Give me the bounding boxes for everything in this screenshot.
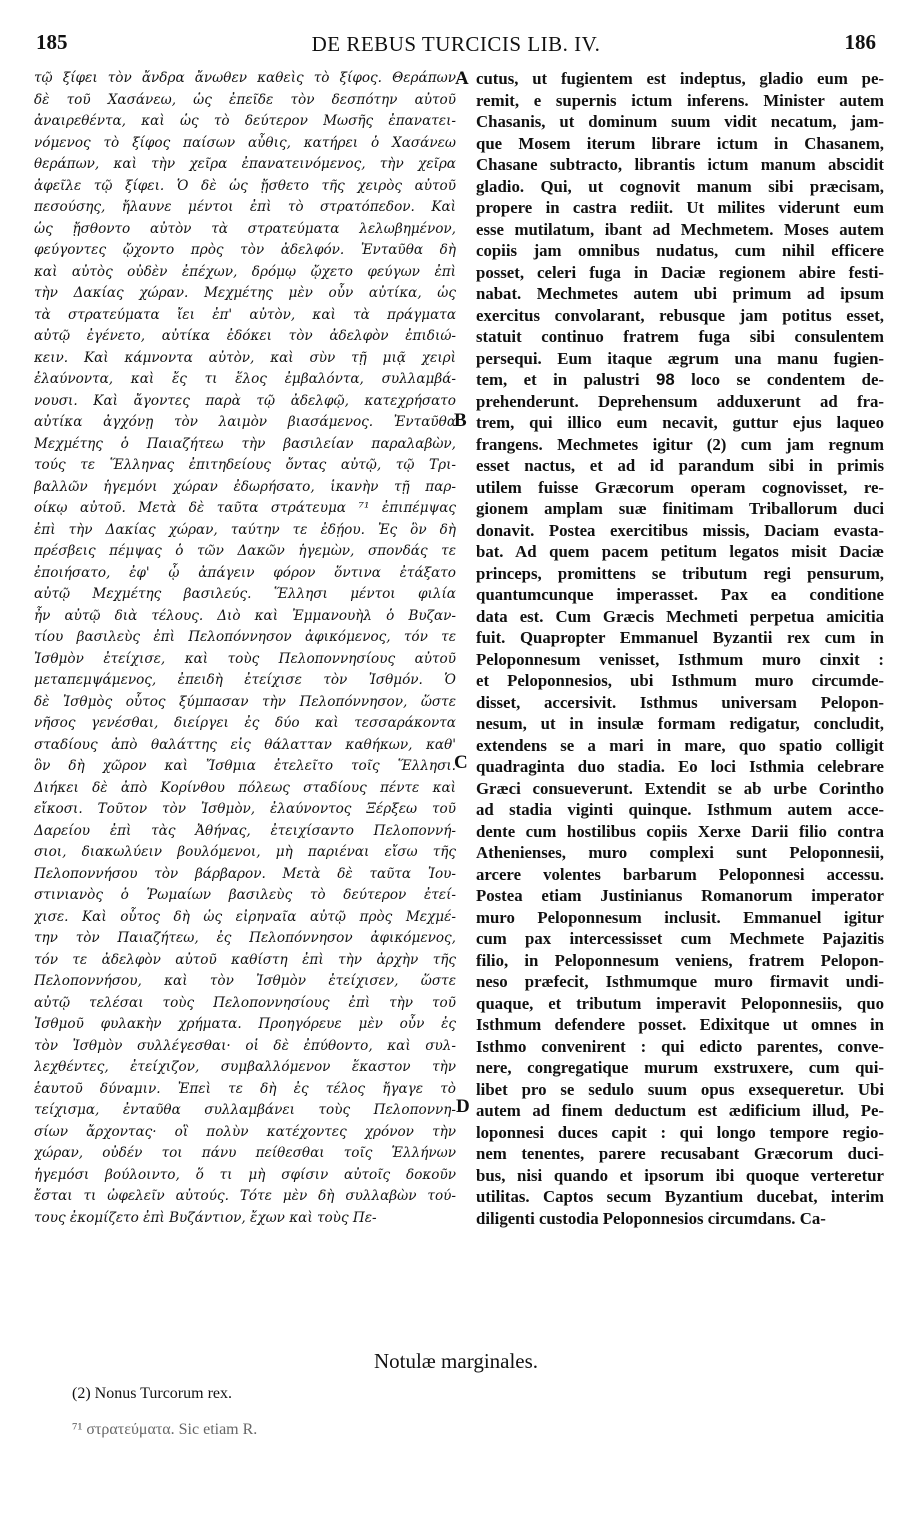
text-line: τὰ στρατεύματα ἴει ἐπ' αὐτὸν, καὶ τὰ πράγματα: [34, 306, 456, 323]
page-number-left: 185: [36, 30, 68, 54]
text-line: καὶ αὐτὸς οὐδὲν ἐπέχων, δρόμῳ ᾤχετο φεύγων ἐπὶ: [34, 263, 456, 280]
text-line: δὲ Ἰσθμὸς οὗτος ξύμπασαν τὴν Πελοπόννησον, ὥστε: [34, 693, 456, 710]
text-line: exercitus convolarant, rebusque jam potitus esset,: [476, 305, 884, 325]
text-line: τους ἐκομίζετο ἐπὶ Βυζάντιον, ἔχων καὶ τοὺς Πε-: [34, 1209, 377, 1226]
text-line: ἡγεμόσι βούλοιντο, ὅ τι μὴ σφίσιν αὐτοῖς δοκοῦν: [34, 1166, 456, 1183]
text-line: νόμενος τὸ ξίφος παίσων αὖθις, κατήρει ὁ Χασάνεω: [34, 134, 456, 151]
folio-number: 98: [655, 370, 675, 389]
text-line: princeps, promittens se tributum regi pensurum,: [476, 563, 884, 583]
text-line: diligenti custodia Peloponnesios circumdans. Ca-: [476, 1208, 826, 1228]
text-line: extendens se a mari in mare, quo spatio colligit: [476, 735, 884, 755]
text-line: prehenderunt. Deprehensum adduxerunt ad fra-: [476, 391, 884, 411]
text-line: quaque, et tributum imperavit Peloponnesiis, quo: [476, 993, 884, 1013]
latin-text-column: [476, 68, 884, 1328]
text-line: remit, e supernis ictum inferens. Minister autem: [476, 90, 884, 110]
section-marker-d: D: [456, 1096, 470, 1117]
text-line: ἐπὶ τὴν Δακίας χώραν, ταύτην τε ἐδῄου. Ἐς ὃν δὴ: [34, 521, 456, 538]
text-line: ἀναιρεθέντα, καὶ ὡς τὸ δεύτερον Μωσῆς ἐπανατει-: [34, 113, 456, 129]
text-line: χώραν, οὐδέν τοι πάνυ πείθεσθαι τοῖς Ἑλλήνων: [34, 1145, 456, 1161]
text-line: donavit. Postea exercitibus missis, Daciam evasta-: [476, 520, 884, 540]
text-line: πεσούσης, ἤλαυνε μέντοι ἐπὶ τὸ στρατόπεδον. Καὶ: [34, 199, 456, 215]
text-line: posset, celeri fuga in Daciæ regionem abire festi-: [476, 262, 884, 282]
section-marker-a: A: [455, 68, 469, 89]
notes-heading: Notulæ marginales.: [373, 1349, 539, 1373]
text-line: νουσι. Καὶ ἄγοντες παρὰ τῷ ἀδελφῷ, κατεχρήσατο: [34, 392, 456, 409]
text-line: data est. Cum Græcis Mechmeti perpetua amicitia: [476, 606, 884, 626]
text-line: arcere volentes barbarum Peloponnesi accessu.: [476, 864, 884, 884]
text-line: Πελοποννήσου τὸν βάρβαρον. Μετὰ δὲ ταῦτα Ἰου-: [34, 865, 456, 882]
text-line: ἑαυτοῦ δύναμιν. Ἐπεὶ τε δὴ ἐς τέλος ἤγαγε τὸ: [34, 1080, 456, 1097]
text-line: nesum, ut in insulæ formam redigatur, concludit,: [476, 714, 884, 733]
running-header: [36, 30, 876, 62]
text-line: esset nactus, et ad id parandum sibi in primis: [476, 456, 884, 475]
text-line: στινιανὸς ὁ Ῥωμαίων βασιλεὺς τὸ δεύτερον ἐτεί-: [34, 887, 456, 903]
text-line: κειν. Καὶ κάμνοντα αὐτὸν, καὶ σὺν τῇ μιᾷ χειρὶ: [34, 349, 456, 366]
text-line: persequi. Eum itaque ægrum una manu fugien-: [476, 348, 884, 368]
text-line: bus, nisi quando et ipsorum ibi quoque verteretur: [476, 1165, 884, 1185]
text-line: ὃν δὴ χῶρον καὶ Ἴσθμια ἐτελεῖτο τοῖς Ἕλλησι.: [34, 758, 456, 774]
text-line: σιοι, διακωλύειν βουλόμενοι, μὴ παριέναι εἴσω τῆς: [34, 844, 456, 860]
text-line: copiis jam omnibus nudatus, cum nihil efficere: [476, 241, 884, 260]
text-line: Διήκει δὲ ἀπὸ Κορίνθου πόλεως σταδίους πέντε καὶ: [34, 779, 456, 796]
text-line: αὐτῷ ἐγένετο, αὐτίκα ἐδόκει τὸν ἀδελφὸν ἐπιδιώ-: [34, 328, 456, 344]
text-line: neso præfecit, Isthmumque muro firmavit undi-: [476, 972, 884, 991]
page-number-right: 186: [844, 30, 876, 54]
text-line: statuit continuo fratrem fuga sibi consulentem: [476, 327, 884, 346]
text-line: Δαρείου ἐπὶ τὰς Ἀθήνας, ἐτειχίσαντο Πελοποννή-: [34, 822, 456, 839]
text-line: fuit. Quapropter Emmanuel Byzantii rex cum in: [476, 628, 884, 647]
text-line: φεύγοντες ᾤχοντο πρὸς τὸν ἀδελφόν. Ἐνταῦθα δὴ: [34, 242, 456, 258]
text-line: Isthmo convenirent : qui edicto parentes, conve-: [476, 1036, 884, 1056]
text-line: πρέσβεις πέμψας ὁ τῶν Δακῶν ἡγεμὼν, σπονδάς τε: [34, 543, 456, 559]
text-line: τόν τε ἀδελφὸν αὐτοῦ καθίστη ἐπὶ τὴν ἀρχὴν τῆς: [34, 951, 456, 968]
text-line: gionem amplam suæ finitimam Triballorum duci: [476, 499, 884, 518]
text-line: loponnesi duces capit : qui longo tempore regio-: [476, 1122, 884, 1142]
text-line: θεράπων, καὶ τὴν χεῖρα ἐπανατεινόμενος, τὴν χεῖρα: [34, 156, 456, 172]
text-line: Ἰσθμὸν ἐτείχισε, καὶ τοὺς Πελοποννησίους αὐτοῦ: [34, 650, 456, 667]
text-line: Chasanis, ut dominum suum vidit necatum, jam-: [476, 112, 884, 131]
text-line: αὐτίκα ἀγχόνῃ τὸν λαιμὸν βιασάμενος. Ἐνταῦθα: [34, 414, 456, 430]
text-line: trem, qui illico eum necavit, guttur ejus laqueo: [476, 413, 884, 432]
text-line: Græci consueverunt. Extendit se ab urbe Corintho: [476, 778, 884, 798]
greek-text-column: [34, 68, 456, 1328]
text-line: τείχισμα, ἐνταῦθα συλλαμβάνει τοὺς Πελοποννη-: [34, 1102, 456, 1118]
text-line: que Mosem iterum librare ictum in Chasanem,: [476, 133, 884, 153]
text-line: et Peloponnesios, ubi Isthmum muro circumde-: [476, 671, 884, 690]
text-line: νῆσος γενέσθαι, διείργει ἐς δύο καὶ τεσσαράκοντα: [34, 715, 456, 731]
text-line: libet pro se sedulo suum opus exsequeretur. Ubi: [476, 1079, 884, 1099]
text-line: filio, in Peloponnesum veniens, fratrem Pelopon-: [476, 950, 884, 970]
text-line: τὴν Δακίας χώραν. Μεχμέτης μὲν οὖν αὐτίκα, ὡς: [34, 285, 456, 301]
text-line: Chasane subtracto, librantis ictum manum abscidit: [476, 155, 884, 174]
section-marker-c: C: [454, 752, 468, 773]
text-line: Peloponnesum venisset, Isthmum muro cinxit :: [476, 649, 884, 669]
text-line: αὐτῷ τελέσαι τοὺς Πελοποννησίους ἐπὶ τὴν τοῦ: [34, 994, 456, 1011]
text-line: gladio. Qui, ut cognovit manum sibi præcisam,: [476, 176, 884, 196]
text-line: bat. Ad quem pacem petitum legatos misit Daciæ: [476, 542, 884, 561]
text-line: nabat. Mechmetes autem ubi primum ad ipsum: [476, 284, 884, 303]
text-line: τὸν Ἰσθμὸν συλλέγεσθαι· οἱ δὲ ἐπύθοντο, καὶ συλ-: [34, 1037, 456, 1054]
text-line: χισε. Καὶ οὗτος δὴ ὡς εἰρηναῖα αὐτῷ πρὸς Μεχμέ-: [34, 908, 456, 925]
text-line: ἐποιήσατο, ἐφ' ᾧ ἀπάγειν φόρον ὅντινα ἐτάξατο: [34, 564, 456, 581]
text-line: βαλλῶν ἡγεμόνι χώραν ἐδωρήσατο, ἱκανὴν τῇ παρ-: [34, 478, 456, 495]
text-line: disset, accersivit. Isthmus universam Pelopon-: [476, 692, 884, 712]
marginal-note: (2) Nonus Turcorum rex.: [72, 1385, 232, 1402]
text-line: ἐλαύνοντα, καὶ ἔς τι ἕλος ἐμβαλόντα, συλλαμβά-: [34, 371, 456, 387]
text-line: σταδίους ἀπὸ θαλάττης εἰς θάλατταν καθήκων, καθ': [34, 736, 456, 753]
text-line: Athenienses, muro complexi sunt Peloponnesii,: [476, 843, 884, 862]
text-line: την τὸν Παιαζήτεω, ἐς Πελοπόννησον ἀφικόμενος,: [34, 930, 456, 946]
text-line: σίων ἄρχοντας· οἳ πολὺν κατέχοντες χρόνον τὴν: [34, 1123, 456, 1140]
text-line: autem ad finem deductum est ædificium illud, Pe-: [476, 1101, 884, 1120]
text-line: Postea etiam Justinianus Romanorum imperator: [476, 886, 884, 905]
text-line: tem, et in palustri 98 loco se condentem de-: [476, 370, 884, 389]
text-line: ἀφεῖλε τῷ ξίφει. Ὁ δὲ ὡς ᾔσθετο τῆς χειρὸς αὐτοῦ: [34, 177, 456, 194]
text-line: utilem fuisse Græcorum operam cognovisset, re-: [476, 477, 884, 497]
section-marker-b: B: [454, 410, 467, 431]
text-line: δὲ τοῦ Χασάνεω, ὡς ἐπεῖδε τὸν δεσπότην αὐτοῦ: [34, 91, 456, 108]
text-line: αὐτῷ Μεχμέτης βασιλεύς. Ἕλλησι μέντοι φιλία: [34, 586, 456, 602]
text-line: τίου βασιλεὺς ἐπὶ Πελοπόννησον ἀφικόμενος, τόν τε: [34, 629, 456, 645]
text-line: ad stadia viginti quinque. Isthmum autem acce-: [476, 800, 884, 819]
critical-note: ⁷¹ στρατεύματα. Sic etiam R.: [72, 1421, 258, 1438]
text-line: muro Peloponnesum inclusit. Emmanuel igitur: [476, 907, 884, 927]
text-line: μεταπεμψάμενος, ἐπειδὴ ἐτείχισε τὸν Ἰσθμόν. Ὁ: [34, 672, 456, 688]
text-line: ἦν αὐτῷ διὰ τέλους. Διὸ καὶ Ἐμμανουὴλ ὁ Βυζαν-: [34, 607, 456, 624]
text-line: Isthmum defendere posset. Edixitque ut omnes in: [476, 1015, 884, 1034]
text-line: τῷ ξίφει τὸν ἄνδρα ἄνωθεν καθεὶς τὸ ξίφος. Θεράπων: [34, 70, 456, 86]
text-line: Μεχμέτης ὁ Παιαζήτεω τὴν βασιλείαν παραλαβὼν,: [34, 435, 456, 452]
text-line: dente cum hostilibus copiis Xerxe Darii filio contra: [476, 821, 884, 841]
text-line: quadraginta duo stadia. Eo loci Isthmia celebrare: [476, 757, 884, 776]
running-title: DE REBUS TURCICIS LIB. IV.: [311, 32, 601, 56]
text-line: ὡς ᾔσθοντο αὐτὸν τὰ στρατεύματα λελωβημένον,: [34, 220, 456, 237]
text-line: Πελοποννήσου, καὶ τὸν Ἰσθμὸν ἐτείχισεν, ὥστε: [34, 973, 456, 989]
text-line: λεχθέντες, ἐτείχιζον, συμβαλλόμενον ἕκαστον τὴν: [34, 1059, 456, 1075]
text-line: esse mutilatum, ibant ad Mechmetem. Moses autem: [476, 219, 884, 239]
text-line: εἴκοσι. Τοῦτον τὸν Ἰσθμὸν, ἐλαύνοντος Ξέρξεω τοῦ: [34, 801, 456, 817]
text-line: quantumcunque imperasset. Pax ea conditione: [476, 585, 884, 604]
text-line: propere in castra rediit. Ut milites viderunt eum: [476, 198, 884, 217]
text-line: utilitas. Captos secum Byzantium ducebat, interim: [476, 1187, 884, 1206]
text-line: cutus, ut fugientem est indeptus, gladio eum pe-: [476, 69, 884, 88]
text-line: οίκῳ αὐτοῦ. Μετὰ δὲ ταῦτα στράτευμα ⁷¹ ἐπιπέμψας: [34, 500, 456, 516]
text-line: τούς τε Ἕλληνας ἐπιτηδείους ὄντας αὐτῷ, τῷ Τρι-: [34, 457, 456, 473]
text-line: ἔσται τι ὠφελεῖν αὐτούς. Τότε μὲν δὴ συλλαβὼν τού-: [34, 1188, 456, 1204]
text-line: cum pax intercessisset cum Mechmete Pajazitis: [476, 929, 884, 948]
text-line: nem tenentes, parere recusabant Græcorum duci-: [476, 1144, 884, 1163]
text-line: nere, congregatique murum exstruxere, cum qui-: [476, 1058, 884, 1077]
text-line: Ἰσθμοῦ φυλακὴν χρήματα. Προηγόρευε μὲν οὖν ἐς: [34, 1016, 456, 1032]
text-line: frangens. Mechmetes igitur (2) cum jam regnum: [476, 434, 884, 454]
